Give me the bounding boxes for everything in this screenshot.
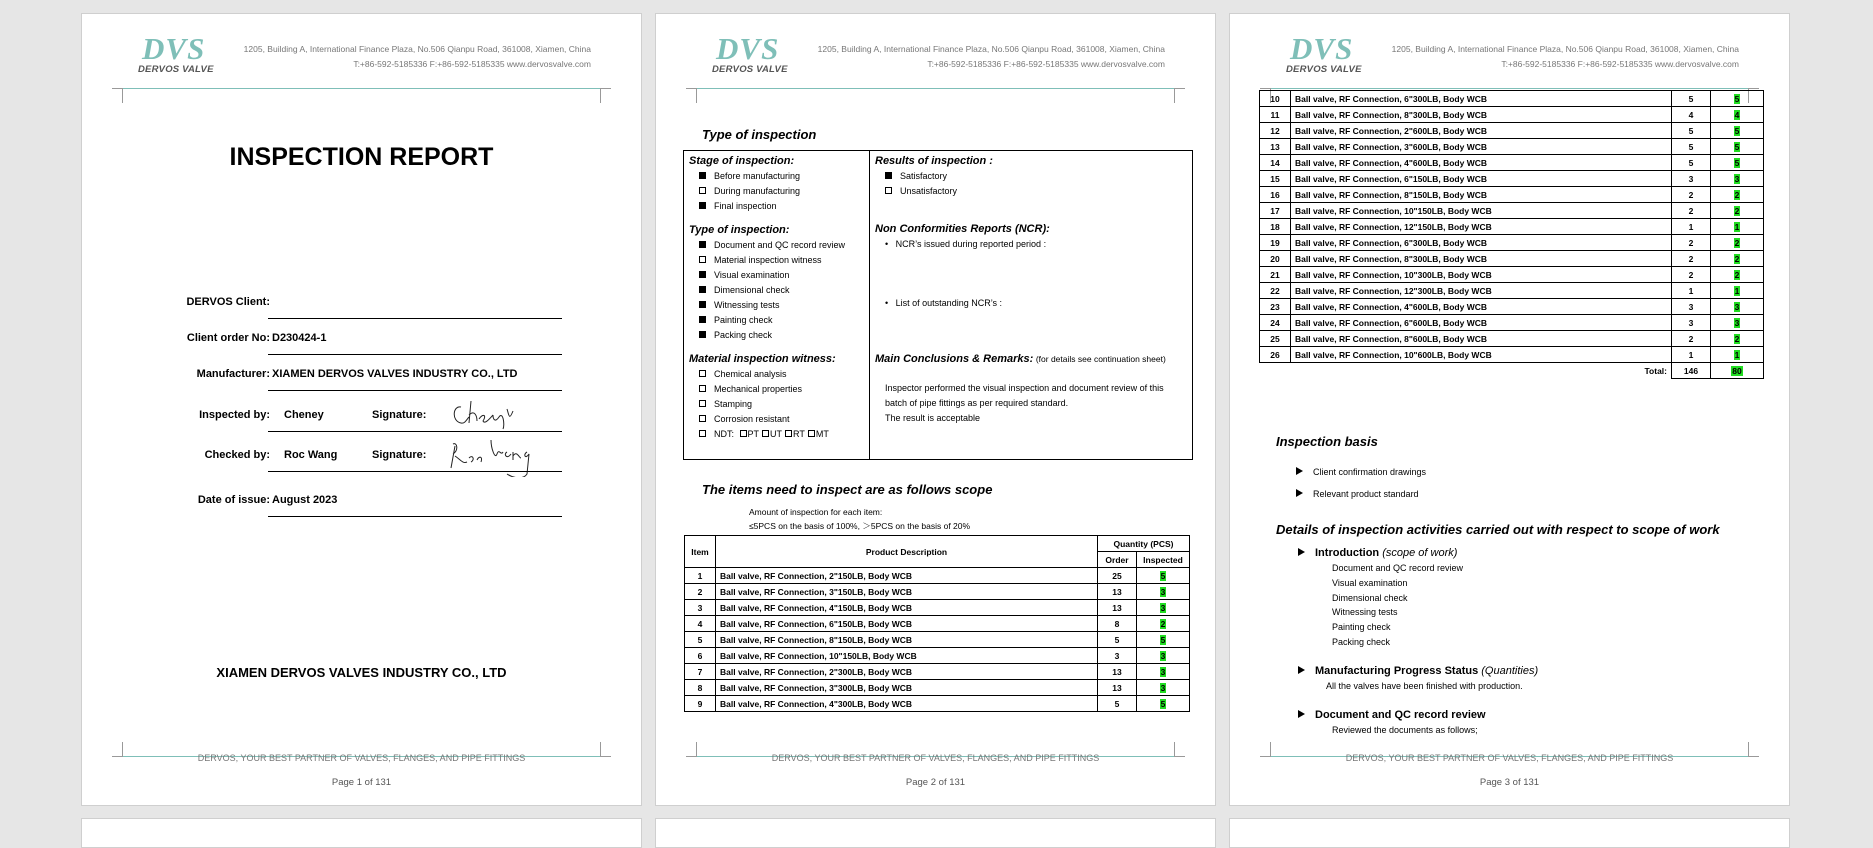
table-row: [1260, 91, 1764, 107]
order-qty: 2: [1672, 267, 1711, 283]
checked-box-icon: [699, 301, 706, 308]
table-row: [685, 568, 1190, 584]
results-heading: Results of inspection :: [875, 155, 993, 167]
product-description: Ball valve, RF Connection, 12"300LB, Body WCB: [1291, 283, 1672, 299]
order-qty: 3: [1672, 171, 1711, 187]
item-number: 3: [685, 600, 716, 616]
order-qty: 1: [1672, 347, 1711, 363]
order-qty: 3: [1098, 648, 1137, 664]
page-number: Page 3 of 131: [1479, 777, 1540, 788]
product-description: Ball valve, RF Connection, 2"600LB, Body WCB: [1291, 123, 1672, 139]
checklist-item: Satisfactory: [875, 169, 1187, 184]
order-qty: 4: [1672, 107, 1711, 123]
checklist-item: Dimensional check: [689, 283, 867, 298]
checked-row: [162, 445, 562, 465]
order-qty: 25: [1098, 568, 1137, 584]
material-heading: Material inspection witness:: [689, 353, 836, 365]
checked-box-icon: [699, 241, 706, 248]
table-row: [685, 632, 1190, 648]
product-description: Ball valve, RF Connection, 6"600LB, Body WCB: [1291, 315, 1672, 331]
items-table-continued: [1259, 90, 1764, 379]
order-qty: 5: [1672, 139, 1711, 155]
table-row: [1260, 107, 1764, 123]
order-qty: 1: [1672, 283, 1711, 299]
doc-review-text: Reviewed the documents as follows;: [1332, 724, 1478, 735]
checked-box-icon: [885, 172, 892, 179]
item-number: 19: [1260, 235, 1291, 251]
inspected-qty: 1: [1711, 347, 1764, 363]
page-number: Page 2 of 131: [905, 777, 966, 788]
type-of-inspection-title: Type of inspection: [702, 127, 817, 142]
order-value: D230424-1: [272, 332, 327, 344]
checked-box-icon: [699, 172, 706, 179]
manufacturer-label: Manufacturer:: [196, 368, 270, 380]
order-qty: 13: [1098, 584, 1137, 600]
ncr-outstanding: • List of outstanding NCR’s :: [885, 298, 1003, 308]
unchecked-box-icon: [699, 415, 706, 422]
inspected-qty: 2: [1711, 203, 1764, 219]
unchecked-box-icon: [885, 187, 892, 194]
table-row: [1260, 331, 1764, 347]
product-description: Ball valve, RF Connection, 10"600LB, Body WCB: [1291, 347, 1672, 363]
order-qty: 5: [1672, 123, 1711, 139]
page-6-preview: [1229, 818, 1790, 848]
header-rule: [112, 88, 611, 103]
unchecked-box-icon: [740, 430, 747, 437]
item-number: 20: [1260, 251, 1291, 267]
order-qty: 2: [1672, 203, 1711, 219]
checklist-item: Chemical analysis: [689, 367, 867, 382]
table-row: [1260, 235, 1764, 251]
product-description: Ball valve, RF Connection, 3"600LB, Body WCB: [1291, 139, 1672, 155]
table-row: [685, 584, 1190, 600]
checklist-item: Final inspection: [689, 199, 867, 214]
table-row: [1260, 315, 1764, 331]
product-description: Ball valve, RF Connection, 4"600LB, Body WCB: [1291, 299, 1672, 315]
order-qty: 8: [1098, 616, 1137, 632]
activities-title: Details of inspection activities carried out with respect to scope of work: [1276, 522, 1720, 537]
item-number: 9: [685, 696, 716, 712]
checklist-item: Corrosion resistant: [689, 412, 867, 427]
unchecked-box-icon: [762, 430, 769, 437]
item-number: 12: [1260, 123, 1291, 139]
page-2: [655, 13, 1216, 806]
item-number: 16: [1260, 187, 1291, 203]
item-number: 26: [1260, 347, 1291, 363]
inspected-qty: 2: [1711, 235, 1764, 251]
order-qty: 2: [1672, 187, 1711, 203]
signature-label: Signature:: [372, 449, 427, 461]
intro-sub-item: Dimensional check: [1332, 592, 1408, 603]
ncr-issued: • NCR’s issued during reported period :: [885, 239, 1047, 249]
item-number: 2: [685, 584, 716, 600]
inspection-basis-title: Inspection basis: [1276, 434, 1378, 449]
inspected-qty: 5: [1137, 632, 1190, 648]
checklist-item: Painting check: [689, 313, 867, 328]
inspection-box: [683, 150, 1193, 460]
product-description: Ball valve, RF Connection, 12"150LB, Body WCB: [1291, 219, 1672, 235]
unchecked-box-icon: [699, 370, 706, 377]
table-row: [1260, 171, 1764, 187]
manufacturer-row: [162, 364, 562, 384]
product-description: Ball valve, RF Connection, 3"300LB, Body WCB: [716, 680, 1098, 696]
footer-tagline: DERVOS, YOUR BEST PARTNER OF VALVES, FLANGES, AND PIPE FITTINGS: [1345, 753, 1674, 763]
inspection-right-column: [875, 153, 1187, 426]
inspection-left-column: [689, 153, 867, 442]
item-number: 21: [1260, 267, 1291, 283]
item-number: 1: [685, 568, 716, 584]
material-list: [689, 367, 867, 427]
dervos-logo: DVS DERVOS VALVE: [1286, 31, 1362, 75]
unchecked-box-icon: [699, 400, 706, 407]
item-number: 8: [685, 680, 716, 696]
checklist-item: Visual examination: [689, 268, 867, 283]
item-number: 24: [1260, 315, 1291, 331]
inspected-qty: 2: [1711, 331, 1764, 347]
date-label: Date of issue:: [197, 494, 270, 506]
checked-value: Roc Wang: [284, 449, 338, 461]
intro-sub-item: Visual examination: [1332, 577, 1408, 588]
company-name: XIAMEN DERVOS VALVES INDUSTRY CO., LTD: [216, 665, 507, 680]
conclusions-result: The result is acceptable: [885, 413, 981, 423]
table-row: [1260, 347, 1764, 363]
unchecked-box-icon: [699, 256, 706, 263]
page-4-preview: [81, 818, 642, 848]
checked-box-icon: [699, 331, 706, 338]
table-row: [685, 616, 1190, 632]
order-qty: 1: [1672, 219, 1711, 235]
inspected-qty: 3: [1711, 315, 1764, 331]
order-qty: 3: [1672, 299, 1711, 315]
header-address: 1205, Building A, International Finance Plaza, No.506 Qianpu Road, 361008, Xiamen, China T:+86-592-5185336 F:+86-592-5185335 www.dervosvalve.com: [817, 44, 1165, 69]
order-label: Client order No:: [186, 332, 270, 344]
order-qty: 13: [1098, 664, 1137, 680]
conclusions-text: Inspector performed the visual inspection and document review of this batch of pipe fittings as per required standard.: [885, 383, 1164, 408]
item-number: 13: [1260, 139, 1291, 155]
inspected-label: Inspected by:: [199, 409, 270, 421]
checklist-item: Stamping: [689, 397, 867, 412]
arrow-bullet-icon: [1296, 467, 1303, 475]
inspected-qty: 5: [1711, 155, 1764, 171]
inspected-qty: 3: [1711, 171, 1764, 187]
inspected-qty: 5: [1137, 568, 1190, 584]
col-item: Item: [685, 536, 716, 568]
stage-heading: Stage of inspection:: [689, 155, 795, 167]
order-qty: 5: [1672, 91, 1711, 107]
table-row: [685, 600, 1190, 616]
total-inspected: 80: [1711, 363, 1764, 379]
inspected-qty: 5: [1137, 696, 1190, 712]
product-description: Ball valve, RF Connection, 2"150LB, Body WCB: [716, 568, 1098, 584]
unchecked-box-icon: [699, 385, 706, 392]
product-description: Ball valve, RF Connection, 10"150LB, Body WCB: [1291, 203, 1672, 219]
order-qty: 5: [1098, 632, 1137, 648]
table-row: [1260, 219, 1764, 235]
inspected-qty: 1: [1711, 219, 1764, 235]
col-quantity: Quantity (PCS): [1098, 536, 1190, 552]
arrow-bullet-icon: [1296, 489, 1303, 497]
product-description: Ball valve, RF Connection, 6"150LB, Body WCB: [716, 616, 1098, 632]
checklist-item: During manufacturing: [689, 184, 867, 199]
product-description: Ball valve, RF Connection, 8"150LB, Body WCB: [1291, 187, 1672, 203]
manufacturer-value: XIAMEN DERVOS VALVES INDUSTRY CO., LTD: [272, 368, 518, 380]
signature-label: Signature:: [372, 409, 427, 421]
item-number: 4: [685, 616, 716, 632]
item-number: 11: [1260, 107, 1291, 123]
footer-tagline: DERVOS, YOUR BEST PARTNER OF VALVES, FLANGES, AND PIPE FITTINGS: [771, 753, 1100, 763]
table-row: [685, 680, 1190, 696]
product-description: Ball valve, RF Connection, 2"300LB, Body WCB: [716, 664, 1098, 680]
inspected-qty: 3: [1137, 600, 1190, 616]
col-inspected: Inspected: [1137, 552, 1190, 568]
date-row: [162, 490, 562, 510]
items-table: [684, 535, 1190, 712]
product-description: Ball valve, RF Connection, 3"150LB, Body WCB: [716, 584, 1098, 600]
table-row: [1260, 123, 1764, 139]
scope-title: The items need to inspect are as follows scope: [702, 482, 993, 497]
order-qty: 13: [1098, 680, 1137, 696]
intro-sub-item: Document and QC record review: [1332, 563, 1464, 573]
type-list: [689, 238, 867, 343]
inspected-qty: 2: [1137, 616, 1190, 632]
activities-list: [1298, 546, 1538, 737]
inspected-qty: 2: [1711, 187, 1764, 203]
table-row: [1260, 155, 1764, 171]
inspected-qty: 3: [1137, 680, 1190, 696]
product-description: Ball valve, RF Connection, 8"150LB, Body WCB: [716, 632, 1098, 648]
progress-item: Manufacturing Progress Status (Quantities): [1298, 664, 1538, 679]
item-number: 18: [1260, 219, 1291, 235]
header-address: 1205, Building A, International Finance Plaza, No.506 Qianpu Road, 361008, Xiamen, China T:+86-592-5185336 F:+86-592-5185335 www.dervosvalve.com: [243, 44, 591, 69]
intro-item: Introduction (scope of work): [1298, 546, 1538, 561]
date-value: August 2023: [272, 494, 338, 506]
checked-box-icon: [699, 271, 706, 278]
table-row: [1260, 251, 1764, 267]
intro-sub-item: Witnessing tests: [1332, 607, 1398, 618]
checklist-item: Unsatisfactory: [875, 184, 1187, 199]
item-number: 6: [685, 648, 716, 664]
inspected-qty: 3: [1137, 584, 1190, 600]
client-label: DERVOS Client:: [186, 296, 270, 308]
checklist-item: Material inspection witness: [689, 253, 867, 268]
signature-cheney: [447, 395, 537, 435]
table-row: [1260, 203, 1764, 219]
total-row: [1260, 363, 1764, 379]
unchecked-box-icon: [808, 430, 815, 437]
page-3: [1229, 13, 1790, 806]
inspected-qty: 3: [1137, 664, 1190, 680]
col-order: Order: [1098, 552, 1137, 568]
inspected-qty: 3: [1137, 648, 1190, 664]
col-description: Product Description: [716, 536, 1098, 568]
checked-label: Checked by:: [204, 449, 270, 461]
inspected-qty: 2: [1711, 267, 1764, 283]
table-row: [1260, 139, 1764, 155]
item-number: 14: [1260, 155, 1291, 171]
header-rule: [686, 88, 1185, 103]
doc-review-item: Document and QC record review: [1298, 708, 1538, 723]
dervos-logo: DVS DERVOS VALVE: [138, 31, 214, 75]
ncr-heading: Non Conformities Reports (NCR):: [875, 223, 1050, 235]
footer-tagline: DERVOS, YOUR BEST PARTNER OF VALVES, FLANGES, AND PIPE FITTINGS: [197, 753, 526, 763]
inspected-row: [162, 405, 562, 425]
basis-item: Client confirmation drawings: [1296, 461, 1426, 483]
progress-text: All the valves have been finished with production.: [1326, 680, 1523, 691]
table-row: [1260, 267, 1764, 283]
conclusions-heading: Main Conclusions & Remarks: (for details see continuation sheet): [875, 353, 1166, 365]
item-number: 5: [685, 632, 716, 648]
inspected-qty: 5: [1711, 123, 1764, 139]
table-row: [1260, 299, 1764, 315]
checklist-item: Before manufacturing: [689, 169, 867, 184]
checklist-item: Document and QC record review: [689, 238, 867, 253]
page-number: Page 1 of 131: [331, 777, 392, 788]
table-row: [685, 696, 1190, 712]
basis-item: Relevant product standard: [1296, 483, 1426, 505]
order-qty: 2: [1672, 251, 1711, 267]
inspected-qty: 2: [1711, 251, 1764, 267]
inspected-qty: 5: [1711, 91, 1764, 107]
type-heading: Type of inspection:: [689, 224, 790, 236]
table-row: [685, 664, 1190, 680]
table-row: [1260, 187, 1764, 203]
product-description: Ball valve, RF Connection, 8"600LB, Body WCB: [1291, 331, 1672, 347]
checklist-item: Packing check: [689, 328, 867, 343]
item-number: 7: [685, 664, 716, 680]
inspected-qty: 5: [1711, 139, 1764, 155]
checked-box-icon: [699, 202, 706, 209]
inspected-qty: 3: [1711, 299, 1764, 315]
header-address: 1205, Building A, International Finance Plaza, No.506 Qianpu Road, 361008, Xiamen, China T:+86-592-5185336 F:+86-592-5185335 www.dervosvalve.com: [1391, 44, 1739, 69]
amount-note: Amount of inspection for each item: ≤5PCS on the basis of 100%, ＞5PCS on the basis of 20%: [749, 507, 971, 531]
order-qty: 13: [1098, 600, 1137, 616]
item-number: 17: [1260, 203, 1291, 219]
item-number: 25: [1260, 331, 1291, 347]
item-number: 15: [1260, 171, 1291, 187]
total-order: 146: [1672, 363, 1711, 379]
checked-box-icon: [699, 316, 706, 323]
product-description: Ball valve, RF Connection, 8"300LB, Body WCB: [1291, 251, 1672, 267]
intro-sub-item: Painting check: [1332, 622, 1391, 633]
intro-sub-item: Packing check: [1332, 636, 1391, 647]
order-qty: 5: [1672, 155, 1711, 171]
inspected-qty: 4: [1711, 107, 1764, 123]
product-description: Ball valve, RF Connection, 8"300LB, Body WCB: [1291, 107, 1672, 123]
order-row: [162, 328, 562, 348]
dervos-logo: DVS DERVOS VALVE: [712, 31, 788, 75]
checklist-item: Mechanical properties: [689, 382, 867, 397]
unchecked-box-icon: [785, 430, 792, 437]
stage-list: [689, 169, 867, 214]
product-description: Ball valve, RF Connection, 6"300LB, Body WCB: [1291, 91, 1672, 107]
order-qty: 5: [1098, 696, 1137, 712]
item-number: 22: [1260, 283, 1291, 299]
client-row: [162, 292, 562, 312]
product-description: Ball valve, RF Connection, 4"300LB, Body WCB: [716, 696, 1098, 712]
order-qty: 3: [1672, 315, 1711, 331]
table-row: [685, 648, 1190, 664]
product-description: Ball valve, RF Connection, 6"150LB, Body WCB: [1291, 171, 1672, 187]
report-title: INSPECTION REPORT: [229, 143, 494, 171]
checklist-item: Witnessing tests: [689, 298, 867, 313]
item-number: 10: [1260, 91, 1291, 107]
page-1: [81, 13, 642, 806]
inspected-qty: 1: [1711, 283, 1764, 299]
ndt-row: NDT: PT UT RT MT: [689, 427, 867, 442]
total-label: Total:: [1260, 363, 1672, 379]
basis-list: [1296, 461, 1426, 505]
product-description: Ball valve, RF Connection, 4"150LB, Body WCB: [716, 600, 1098, 616]
results-list: [875, 169, 1187, 199]
item-number: 23: [1260, 299, 1291, 315]
unchecked-box-icon: [699, 187, 706, 194]
order-qty: 2: [1672, 235, 1711, 251]
checked-box-icon: [699, 286, 706, 293]
product-description: Ball valve, RF Connection, 6"300LB, Body WCB: [1291, 235, 1672, 251]
page-5-preview: [655, 818, 1216, 848]
order-qty: 2: [1672, 331, 1711, 347]
table-row: [1260, 283, 1764, 299]
product-description: Ball valve, RF Connection, 10"300LB, Body WCB: [1291, 267, 1672, 283]
product-description: Ball valve, RF Connection, 10"150LB, Body WCB: [716, 648, 1098, 664]
inspected-value: Cheney: [284, 409, 324, 421]
product-description: Ball valve, RF Connection, 4"600LB, Body WCB: [1291, 155, 1672, 171]
